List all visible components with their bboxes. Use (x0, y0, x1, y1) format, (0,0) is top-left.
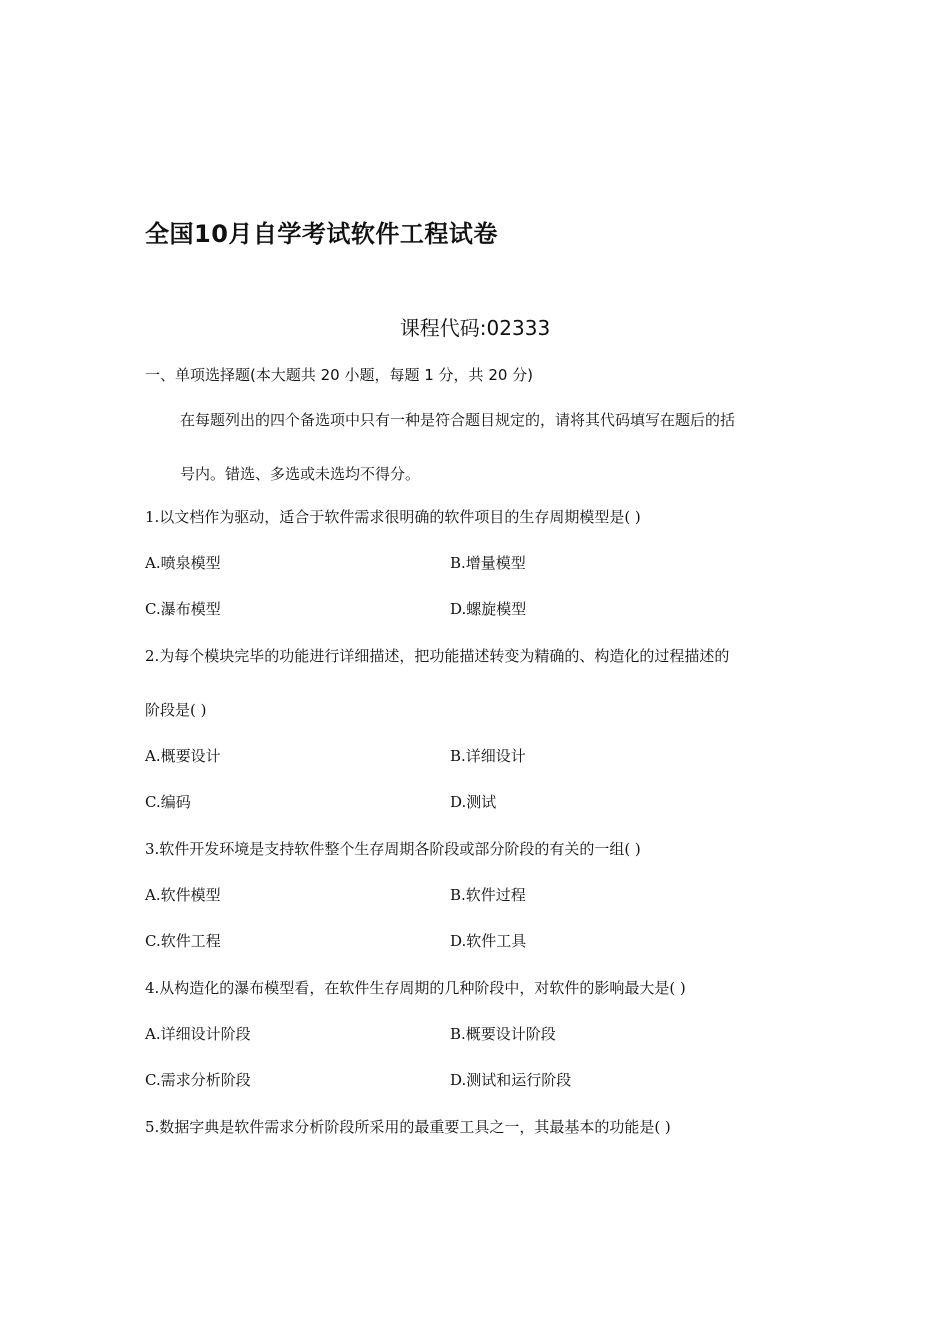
course-code: 课程代码:02333 (399, 316, 551, 340)
option-b: B.详细设计 (450, 747, 526, 765)
option-c: C.编码 (145, 793, 191, 811)
option-c: C.需求分析阶段 (145, 1071, 251, 1089)
instruction-line: 号内。错选、多选或未选均不得分。 (180, 465, 421, 483)
option-b: B.软件过程 (450, 886, 526, 904)
section-heading: 一、单项选择题(本大题共 20 小题，每题 1 分，共 20 分) (145, 366, 534, 384)
exam-title: 全国10月自学考试软件工程试卷 (145, 220, 498, 248)
option-d: D.螺旋模型 (450, 600, 527, 618)
instruction-line: 在每题列出的四个备选项中只有一种是符合题目规定的，请将其代码填写在题后的括 (180, 411, 736, 429)
question-stem-continued: 阶段是( ) (145, 701, 207, 719)
option-d: D.软件工具 (450, 932, 527, 950)
question-stem: 3.软件开发环境是支持软件整个生存周期各阶段或部分阶段的有关的一组( ) (145, 840, 641, 858)
option-a: A.软件模型 (145, 886, 221, 904)
option-a: A.详细设计阶段 (145, 1025, 251, 1043)
option-a: A.喷泉模型 (145, 554, 221, 572)
option-b: B.概要设计阶段 (450, 1025, 556, 1043)
option-d: D.测试 (450, 793, 497, 811)
question-stem: 1.以文档作为驱动，适合于软件需求很明确的软件项目的生存周期模型是( ) (145, 508, 641, 526)
question-stem: 5.数据字典是软件需求分析阶段所采用的最重要工具之一，其最基本的功能是( ) (145, 1118, 671, 1136)
option-c: C.瀑布模型 (145, 600, 221, 618)
option-c: C.软件工程 (145, 932, 221, 950)
option-d: D.测试和运行阶段 (450, 1071, 572, 1089)
question-stem: 2.为每个模块完毕的功能进行详细描述，把功能描述转变为精确的、构造化的过程描述的 (145, 647, 730, 665)
option-b: B.增量模型 (450, 554, 526, 572)
option-a: A.概要设计 (145, 747, 221, 765)
question-stem: 4.从构造化的瀑布模型看，在软件生存周期的几种阶段中，对软件的影响最大是( ) (145, 979, 686, 997)
